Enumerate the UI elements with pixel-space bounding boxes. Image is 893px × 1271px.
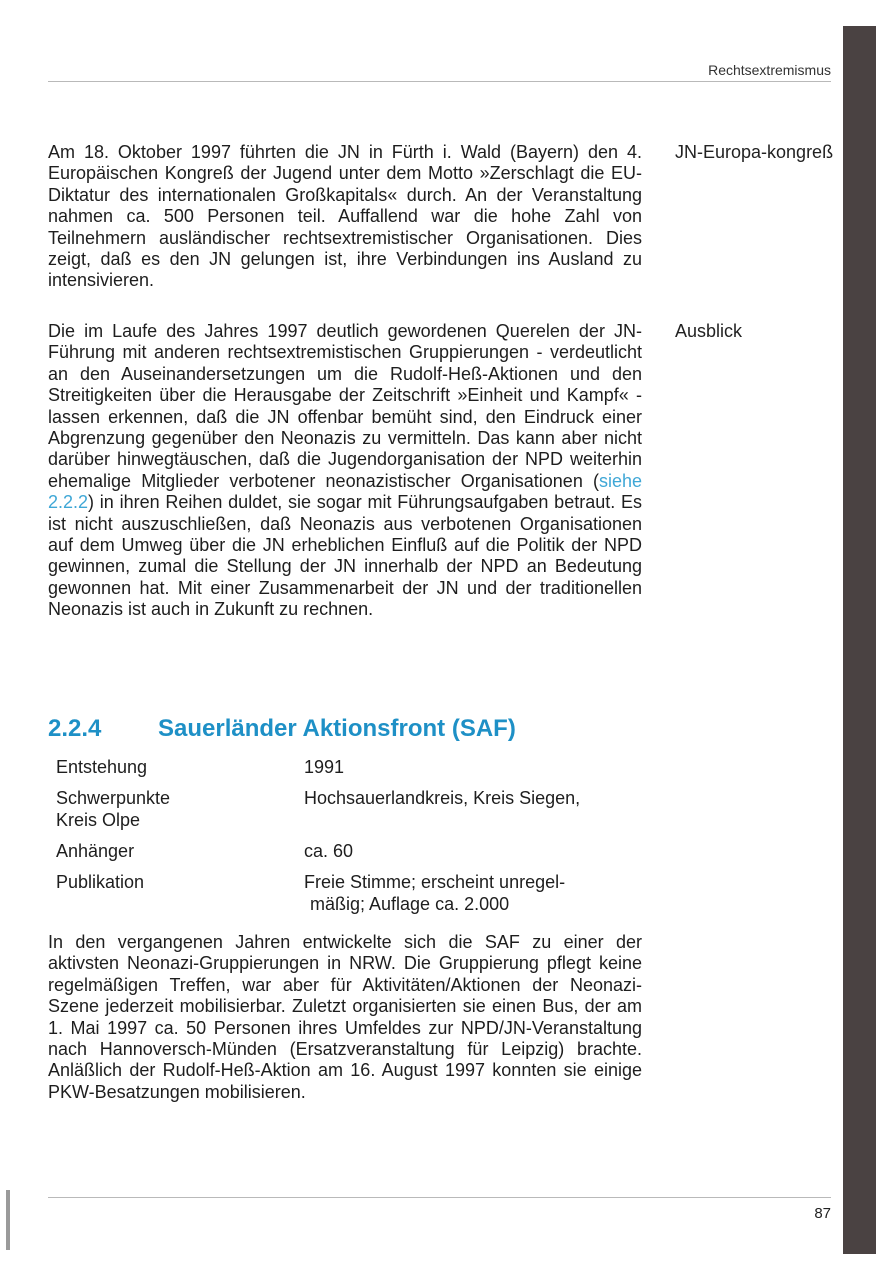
- fact-label-line: Kreis Olpe: [56, 810, 141, 830]
- fact-label: [56, 787, 304, 831]
- paragraph-saf: In den vergangenen Jahren entwickelte sich die SAF zu einer der aktivsten Neonazi-Gruppierungen in NRW. Die Gruppierung pflegt keine regelmäßigen Treffen, war aber für Aktivitäten/Aktionen der Neonazi-Szene jederzeit mobilisierbar. Zuletzt organisierten sie einen Bus, der am 1. Mai 1997 ca. 50 Personen ihres Umfeldes zur NPD/JN-Veranstaltung nach Hannoversch-Münden (Ersatzveranstaltung für Leipzig) brachte. Anläßlich der Rudolf-Heß-Aktion am 16. August 1997 konnten sie einige PKW-Besatzungen mobilisieren.: [48, 932, 642, 1102]
- fact-value: [304, 871, 624, 915]
- fact-value: 1991: [304, 757, 345, 777]
- page-number: 87: [814, 1205, 831, 1222]
- fact-label: Anhänger: [56, 841, 135, 861]
- running-header: Rechtsextremismus: [708, 62, 831, 78]
- fact-row-schwerpunkte: [56, 787, 636, 831]
- scan-edge-mark: [6, 1190, 10, 1250]
- fact-value: Hochsauerlandkreis, Kreis Siegen,: [304, 788, 581, 808]
- fact-value: ca. 60: [304, 841, 354, 861]
- paragraph-europakongress: Am 18. Oktober 1997 führten die JN in Fürth i. Wald (Bayern) den 4. Europäischen Kongreß der Jugend unter dem Motto »Zerschlagt die EU-Diktatur des internationalen Großkapitals« durch. An der Veranstaltung nahmen ca. 500 Personen teil. Auffallend war die hohe Zahl von Teilnehmern ausländischer rechtsextremistischer Organisationen. Dies zeigt, daß es den JN gelungen ist, ihre Verbindungen ins Ausland zu intensivieren.: [48, 142, 642, 291]
- fact-table: [56, 756, 636, 924]
- fact-row-publikation: [56, 871, 636, 915]
- section-title: Sauerländer Aktionsfront (SAF): [158, 715, 516, 742]
- margin-note-ausblick: Ausblick: [675, 321, 743, 341]
- fact-row-anhaenger: [56, 840, 636, 862]
- fact-row-entstehung: [56, 756, 636, 778]
- margin-note-europakongress: JN-Europa-kongreß: [675, 142, 834, 162]
- fact-label: Publikation: [56, 872, 145, 892]
- header-rule: [48, 81, 831, 82]
- cross-reference-link[interactable]: siehe 2.2.2: [48, 470, 642, 513]
- paragraph-ausblick-text-2: ) in ihren Reihen duldet, sie sogar mit Führungsaufgaben betraut. Es ist nicht auszuschließen, daß Neonazis aus verbotenen Organisationen auf dem Umweg über die JN erheblichen Einfluß auf die Politik der NPD gewinnen, zumal die Stellung der JN innerhalb der NPD an Bedeutung gewonnen hat. Mit einer Zusammenarbeit der JN und der traditionellen Neonazis ist auch in Zukunft zu rechnen.: [48, 492, 642, 620]
- section-number: 2.2.4: [48, 715, 102, 742]
- section-heading: [48, 715, 516, 743]
- footer-rule: [48, 1197, 831, 1198]
- page-edge-bar: [843, 26, 876, 1254]
- paragraph-ausblick-text-1: Die im Laufe des Jahres 1997 deutlich gewordenen Querelen der JN-Führung mit anderen rechtsextremistischen Gruppierungen - verdeutlicht an den Auseinandersetzungen um die Rudolf-Heß-Aktionen und den Streitigkeiten über die Herausgabe der Zeitschrift »Einheit und Kampf« - lassen erkennen, daß die JN offenbar bemüht sind, den Eindruck einer Abgrenzung gegenüber den Neonazis zu vermitteln. Das kann aber nicht darüber hinwegtäuschen, daß die Jugendorganisation der NPD weiterhin ehemalige Mitglieder verbotener neonazistischer Organisationen (: [48, 321, 642, 491]
- fact-value-line: mäßig; Auflage ca. 2.000: [310, 894, 510, 914]
- fact-value-line: Freie Stimme; erscheint unregel-: [304, 872, 566, 892]
- fact-label: Entstehung: [56, 757, 148, 777]
- paragraph-ausblick: [48, 321, 642, 621]
- fact-label-line: Schwerpunkte: [56, 788, 171, 808]
